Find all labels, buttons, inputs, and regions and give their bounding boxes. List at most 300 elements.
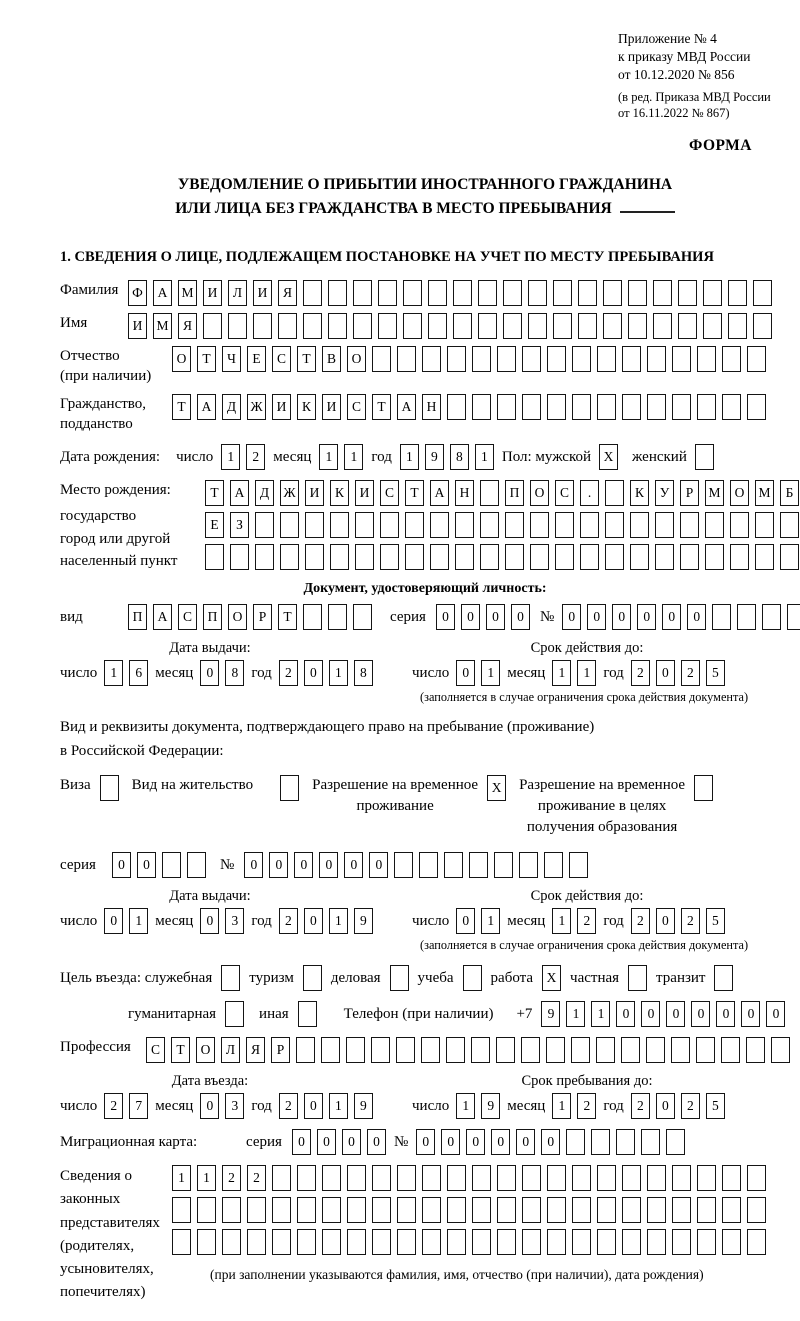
form-cell[interactable]: 2 xyxy=(104,1093,123,1119)
form-cell[interactable] xyxy=(572,1229,591,1255)
form-cell[interactable]: 7 xyxy=(129,1093,148,1119)
form-cell[interactable]: М xyxy=(755,480,774,506)
form-cell[interactable] xyxy=(205,544,224,570)
form-cell[interactable] xyxy=(469,852,488,878)
form-cell[interactable]: 9 xyxy=(541,1001,560,1027)
form-cell[interactable] xyxy=(225,1001,244,1027)
form-cell[interactable]: З xyxy=(230,512,249,538)
form-cell[interactable] xyxy=(697,394,716,420)
form-cell[interactable] xyxy=(298,1001,317,1027)
form-cell[interactable] xyxy=(655,544,674,570)
form-cell[interactable]: У xyxy=(655,480,674,506)
form-cell[interactable] xyxy=(622,1197,641,1223)
form-cell[interactable] xyxy=(328,280,347,306)
form-cell[interactable] xyxy=(455,544,474,570)
form-cell[interactable]: 0 xyxy=(200,660,219,686)
form-cell[interactable] xyxy=(728,280,747,306)
form-cell[interactable]: X xyxy=(599,444,618,470)
form-cell[interactable] xyxy=(722,1229,741,1255)
form-cell[interactable]: . xyxy=(580,480,599,506)
form-cell[interactable]: X xyxy=(542,965,561,991)
form-cell[interactable]: 9 xyxy=(354,908,373,934)
form-cell[interactable] xyxy=(353,604,372,630)
form-cell[interactable]: П xyxy=(128,604,147,630)
form-cell[interactable] xyxy=(255,512,274,538)
form-cell[interactable] xyxy=(578,280,597,306)
form-cell[interactable] xyxy=(771,1037,790,1063)
form-cell[interactable]: Е xyxy=(247,346,266,372)
form-cell[interactable]: О xyxy=(172,346,191,372)
form-cell[interactable]: Ж xyxy=(247,394,266,420)
form-cell[interactable]: 0 xyxy=(587,604,606,630)
form-cell[interactable] xyxy=(722,346,741,372)
form-cell[interactable]: 0 xyxy=(200,1093,219,1119)
form-cell[interactable] xyxy=(712,604,731,630)
form-cell[interactable]: Д xyxy=(222,394,241,420)
form-cell[interactable] xyxy=(428,313,447,339)
form-cell[interactable] xyxy=(546,1037,565,1063)
form-cell[interactable] xyxy=(597,1165,616,1191)
form-cell[interactable]: 0 xyxy=(766,1001,785,1027)
form-cell[interactable]: 1 xyxy=(566,1001,585,1027)
form-cell[interactable] xyxy=(296,1037,315,1063)
form-cell[interactable] xyxy=(522,394,541,420)
form-cell[interactable]: И xyxy=(128,313,147,339)
form-cell[interactable] xyxy=(187,852,206,878)
form-cell[interactable] xyxy=(705,544,724,570)
form-cell[interactable] xyxy=(672,1229,691,1255)
form-cell[interactable] xyxy=(591,1129,610,1155)
form-cell[interactable]: 0 xyxy=(244,852,263,878)
form-cell[interactable]: 0 xyxy=(491,1129,510,1155)
form-cell[interactable]: 2 xyxy=(246,444,265,470)
form-cell[interactable]: Ф xyxy=(128,280,147,306)
form-cell[interactable] xyxy=(519,852,538,878)
form-cell[interactable] xyxy=(480,512,499,538)
form-cell[interactable]: Л xyxy=(228,280,247,306)
form-cell[interactable] xyxy=(597,346,616,372)
form-cell[interactable] xyxy=(747,346,766,372)
form-cell[interactable] xyxy=(496,1037,515,1063)
form-cell[interactable]: А xyxy=(230,480,249,506)
form-cell[interactable]: 0 xyxy=(486,604,505,630)
form-cell[interactable] xyxy=(544,852,563,878)
form-cell[interactable] xyxy=(422,1229,441,1255)
form-cell[interactable]: С xyxy=(555,480,574,506)
form-cell[interactable] xyxy=(497,346,516,372)
form-cell[interactable] xyxy=(230,544,249,570)
form-cell[interactable]: О xyxy=(730,480,749,506)
form-cell[interactable] xyxy=(522,1229,541,1255)
form-cell[interactable] xyxy=(647,1229,666,1255)
form-cell[interactable]: Т xyxy=(171,1037,190,1063)
form-cell[interactable] xyxy=(419,852,438,878)
form-cell[interactable] xyxy=(697,1197,716,1223)
form-cell[interactable]: Р xyxy=(253,604,272,630)
form-cell[interactable] xyxy=(272,1197,291,1223)
form-cell[interactable] xyxy=(578,313,597,339)
form-cell[interactable]: 9 xyxy=(354,1093,373,1119)
form-cell[interactable]: 2 xyxy=(279,660,298,686)
form-cell[interactable] xyxy=(753,280,772,306)
form-cell[interactable] xyxy=(730,544,749,570)
form-cell[interactable]: 0 xyxy=(456,908,475,934)
form-cell[interactable] xyxy=(378,313,397,339)
form-cell[interactable] xyxy=(347,1165,366,1191)
form-cell[interactable]: Т xyxy=(172,394,191,420)
form-cell[interactable] xyxy=(253,313,272,339)
form-cell[interactable] xyxy=(405,544,424,570)
form-cell[interactable] xyxy=(597,1197,616,1223)
form-cell[interactable] xyxy=(722,394,741,420)
form-cell[interactable]: Б xyxy=(780,480,799,506)
form-cell[interactable]: Р xyxy=(271,1037,290,1063)
form-cell[interactable]: Ж xyxy=(280,480,299,506)
form-cell[interactable]: О xyxy=(347,346,366,372)
form-cell[interactable] xyxy=(547,346,566,372)
form-cell[interactable] xyxy=(555,544,574,570)
form-cell[interactable]: И xyxy=(253,280,272,306)
form-cell[interactable]: 0 xyxy=(656,908,675,934)
form-cell[interactable] xyxy=(580,544,599,570)
form-cell[interactable] xyxy=(472,1165,491,1191)
form-cell[interactable] xyxy=(197,1197,216,1223)
form-cell[interactable] xyxy=(522,1197,541,1223)
form-cell[interactable] xyxy=(372,1229,391,1255)
form-cell[interactable] xyxy=(347,1229,366,1255)
form-cell[interactable]: М xyxy=(153,313,172,339)
form-cell[interactable] xyxy=(596,1037,615,1063)
form-cell[interactable] xyxy=(572,1165,591,1191)
form-cell[interactable]: 9 xyxy=(481,1093,500,1119)
form-cell[interactable] xyxy=(755,544,774,570)
form-cell[interactable] xyxy=(622,1229,641,1255)
form-cell[interactable] xyxy=(272,1229,291,1255)
form-cell[interactable]: 2 xyxy=(577,908,596,934)
form-cell[interactable] xyxy=(478,313,497,339)
form-cell[interactable] xyxy=(162,852,181,878)
form-cell[interactable] xyxy=(646,1037,665,1063)
form-cell[interactable]: 0 xyxy=(344,852,363,878)
form-cell[interactable]: 0 xyxy=(456,660,475,686)
form-cell[interactable] xyxy=(397,1229,416,1255)
form-cell[interactable] xyxy=(478,280,497,306)
form-cell[interactable]: С xyxy=(178,604,197,630)
form-cell[interactable]: 0 xyxy=(666,1001,685,1027)
form-cell[interactable] xyxy=(547,1165,566,1191)
form-cell[interactable]: 0 xyxy=(269,852,288,878)
form-cell[interactable] xyxy=(247,1197,266,1223)
form-cell[interactable]: 1 xyxy=(481,660,500,686)
form-cell[interactable] xyxy=(680,512,699,538)
form-cell[interactable] xyxy=(497,1229,516,1255)
form-cell[interactable] xyxy=(472,346,491,372)
form-cell[interactable] xyxy=(696,1037,715,1063)
form-cell[interactable]: 1 xyxy=(591,1001,610,1027)
form-cell[interactable] xyxy=(653,313,672,339)
form-cell[interactable]: О xyxy=(228,604,247,630)
form-cell[interactable] xyxy=(480,480,499,506)
form-cell[interactable]: 2 xyxy=(681,908,700,934)
form-cell[interactable] xyxy=(672,346,691,372)
form-cell[interactable]: 1 xyxy=(400,444,419,470)
form-cell[interactable] xyxy=(647,1165,666,1191)
form-cell[interactable]: 0 xyxy=(616,1001,635,1027)
form-cell[interactable] xyxy=(203,313,222,339)
form-cell[interactable] xyxy=(572,346,591,372)
form-cell[interactable] xyxy=(305,544,324,570)
form-cell[interactable] xyxy=(566,1129,585,1155)
form-cell[interactable]: Т xyxy=(297,346,316,372)
form-cell[interactable] xyxy=(722,1197,741,1223)
form-cell[interactable]: 5 xyxy=(706,660,725,686)
form-cell[interactable]: 1 xyxy=(319,444,338,470)
form-cell[interactable]: 2 xyxy=(681,1093,700,1119)
form-cell[interactable] xyxy=(494,852,513,878)
form-cell[interactable] xyxy=(197,1229,216,1255)
form-cell[interactable]: 0 xyxy=(416,1129,435,1155)
form-cell[interactable]: 0 xyxy=(112,852,131,878)
form-cell[interactable] xyxy=(430,512,449,538)
form-cell[interactable]: Т xyxy=(405,480,424,506)
form-cell[interactable] xyxy=(471,1037,490,1063)
form-cell[interactable]: 0 xyxy=(461,604,480,630)
form-cell[interactable]: 1 xyxy=(481,908,500,934)
form-cell[interactable] xyxy=(521,1037,540,1063)
form-cell[interactable] xyxy=(372,1197,391,1223)
form-cell[interactable] xyxy=(641,1129,660,1155)
form-cell[interactable]: М xyxy=(705,480,724,506)
form-cell[interactable] xyxy=(530,544,549,570)
form-cell[interactable] xyxy=(172,1197,191,1223)
form-cell[interactable] xyxy=(737,604,756,630)
form-cell[interactable] xyxy=(353,313,372,339)
form-cell[interactable]: 8 xyxy=(354,660,373,686)
form-cell[interactable]: 0 xyxy=(716,1001,735,1027)
form-cell[interactable]: 0 xyxy=(562,604,581,630)
form-cell[interactable] xyxy=(303,965,322,991)
form-cell[interactable] xyxy=(746,1037,765,1063)
form-cell[interactable]: 0 xyxy=(292,1129,311,1155)
form-cell[interactable] xyxy=(397,1165,416,1191)
form-cell[interactable] xyxy=(666,1129,685,1155)
form-cell[interactable] xyxy=(321,1037,340,1063)
form-cell[interactable] xyxy=(622,346,641,372)
form-cell[interactable] xyxy=(747,1197,766,1223)
form-cell[interactable] xyxy=(453,313,472,339)
form-cell[interactable] xyxy=(303,280,322,306)
form-cell[interactable]: К xyxy=(630,480,649,506)
form-cell[interactable] xyxy=(714,965,733,991)
form-cell[interactable]: 5 xyxy=(706,908,725,934)
form-cell[interactable]: И xyxy=(272,394,291,420)
form-cell[interactable] xyxy=(280,544,299,570)
form-cell[interactable]: 0 xyxy=(637,604,656,630)
form-cell[interactable]: 3 xyxy=(225,908,244,934)
form-cell[interactable]: 1 xyxy=(456,1093,475,1119)
form-cell[interactable] xyxy=(622,394,641,420)
form-cell[interactable]: А xyxy=(397,394,416,420)
form-cell[interactable]: 0 xyxy=(441,1129,460,1155)
form-cell[interactable] xyxy=(605,544,624,570)
form-cell[interactable] xyxy=(447,1197,466,1223)
form-cell[interactable] xyxy=(303,604,322,630)
form-cell[interactable] xyxy=(472,1229,491,1255)
form-cell[interactable] xyxy=(680,544,699,570)
form-cell[interactable] xyxy=(553,280,572,306)
form-cell[interactable] xyxy=(497,394,516,420)
form-cell[interactable]: 0 xyxy=(691,1001,710,1027)
form-cell[interactable]: X xyxy=(487,775,506,801)
form-cell[interactable] xyxy=(703,280,722,306)
form-cell[interactable] xyxy=(405,512,424,538)
form-cell[interactable]: А xyxy=(153,280,172,306)
form-cell[interactable]: К xyxy=(297,394,316,420)
form-cell[interactable]: 0 xyxy=(304,908,323,934)
form-cell[interactable]: 2 xyxy=(631,660,650,686)
form-cell[interactable]: 8 xyxy=(225,660,244,686)
form-cell[interactable] xyxy=(628,965,647,991)
form-cell[interactable] xyxy=(678,313,697,339)
form-cell[interactable] xyxy=(603,280,622,306)
form-cell[interactable] xyxy=(305,512,324,538)
form-cell[interactable] xyxy=(655,512,674,538)
form-cell[interactable] xyxy=(597,394,616,420)
form-cell[interactable]: 0 xyxy=(137,852,156,878)
form-cell[interactable] xyxy=(703,313,722,339)
form-cell[interactable] xyxy=(396,1037,415,1063)
form-cell[interactable] xyxy=(394,852,413,878)
form-cell[interactable] xyxy=(322,1165,341,1191)
form-cell[interactable]: 0 xyxy=(369,852,388,878)
form-cell[interactable]: 0 xyxy=(317,1129,336,1155)
form-cell[interactable]: 6 xyxy=(129,660,148,686)
form-cell[interactable]: 3 xyxy=(225,1093,244,1119)
form-cell[interactable] xyxy=(695,444,714,470)
form-cell[interactable]: 1 xyxy=(329,660,348,686)
form-cell[interactable]: 2 xyxy=(279,1093,298,1119)
form-cell[interactable]: 1 xyxy=(552,660,571,686)
form-cell[interactable]: 5 xyxy=(706,1093,725,1119)
form-cell[interactable] xyxy=(372,1165,391,1191)
form-cell[interactable] xyxy=(280,512,299,538)
form-cell[interactable] xyxy=(403,280,422,306)
form-cell[interactable] xyxy=(446,1037,465,1063)
form-cell[interactable] xyxy=(447,394,466,420)
form-cell[interactable] xyxy=(322,1197,341,1223)
form-cell[interactable] xyxy=(647,394,666,420)
form-cell[interactable] xyxy=(603,313,622,339)
form-cell[interactable] xyxy=(297,1197,316,1223)
form-cell[interactable]: Я xyxy=(246,1037,265,1063)
form-cell[interactable]: Ч xyxy=(222,346,241,372)
form-cell[interactable]: С xyxy=(272,346,291,372)
form-cell[interactable]: Т xyxy=(278,604,297,630)
form-cell[interactable] xyxy=(330,544,349,570)
form-cell[interactable] xyxy=(747,1165,766,1191)
form-cell[interactable] xyxy=(530,512,549,538)
form-cell[interactable] xyxy=(503,313,522,339)
form-cell[interactable] xyxy=(694,775,713,801)
form-cell[interactable] xyxy=(630,544,649,570)
form-cell[interactable] xyxy=(621,1037,640,1063)
form-cell[interactable] xyxy=(780,544,799,570)
form-cell[interactable] xyxy=(571,1037,590,1063)
form-cell[interactable] xyxy=(453,280,472,306)
form-cell[interactable] xyxy=(547,394,566,420)
form-cell[interactable]: А xyxy=(430,480,449,506)
form-cell[interactable]: 2 xyxy=(631,1093,650,1119)
form-cell[interactable]: Н xyxy=(455,480,474,506)
form-cell[interactable] xyxy=(280,775,299,801)
form-cell[interactable]: 1 xyxy=(221,444,240,470)
form-cell[interactable]: 2 xyxy=(577,1093,596,1119)
form-cell[interactable]: М xyxy=(178,280,197,306)
form-cell[interactable]: Я xyxy=(178,313,197,339)
form-cell[interactable]: И xyxy=(322,394,341,420)
form-cell[interactable] xyxy=(372,346,391,372)
form-cell[interactable] xyxy=(428,280,447,306)
form-cell[interactable] xyxy=(616,1129,635,1155)
form-cell[interactable] xyxy=(422,1197,441,1223)
form-cell[interactable] xyxy=(647,346,666,372)
form-cell[interactable]: 0 xyxy=(516,1129,535,1155)
form-cell[interactable] xyxy=(628,280,647,306)
form-cell[interactable]: 0 xyxy=(656,1093,675,1119)
form-cell[interactable] xyxy=(328,313,347,339)
form-cell[interactable]: 0 xyxy=(541,1129,560,1155)
form-cell[interactable] xyxy=(390,965,409,991)
form-cell[interactable] xyxy=(787,604,800,630)
form-cell[interactable] xyxy=(355,544,374,570)
form-cell[interactable]: 0 xyxy=(466,1129,485,1155)
form-cell[interactable]: 0 xyxy=(304,1093,323,1119)
form-cell[interactable]: 2 xyxy=(222,1165,241,1191)
form-cell[interactable] xyxy=(672,1165,691,1191)
form-cell[interactable]: 8 xyxy=(450,444,469,470)
form-cell[interactable]: 1 xyxy=(552,1093,571,1119)
form-cell[interactable] xyxy=(422,1165,441,1191)
form-cell[interactable]: А xyxy=(197,394,216,420)
form-cell[interactable]: В xyxy=(322,346,341,372)
form-cell[interactable] xyxy=(403,313,422,339)
form-cell[interactable]: С xyxy=(146,1037,165,1063)
form-cell[interactable] xyxy=(272,1165,291,1191)
form-cell[interactable] xyxy=(222,1197,241,1223)
form-cell[interactable]: 0 xyxy=(656,660,675,686)
form-cell[interactable] xyxy=(353,280,372,306)
form-cell[interactable]: 0 xyxy=(200,908,219,934)
form-cell[interactable] xyxy=(100,775,119,801)
form-cell[interactable]: 0 xyxy=(294,852,313,878)
form-cell[interactable] xyxy=(347,1197,366,1223)
form-cell[interactable]: К xyxy=(330,480,349,506)
form-cell[interactable] xyxy=(553,313,572,339)
form-cell[interactable] xyxy=(597,1229,616,1255)
form-cell[interactable]: Т xyxy=(197,346,216,372)
form-cell[interactable] xyxy=(580,512,599,538)
form-cell[interactable]: Д xyxy=(255,480,274,506)
form-cell[interactable]: 2 xyxy=(247,1165,266,1191)
form-cell[interactable]: Н xyxy=(422,394,441,420)
form-cell[interactable] xyxy=(421,1037,440,1063)
form-cell[interactable]: 2 xyxy=(631,908,650,934)
form-cell[interactable] xyxy=(297,1229,316,1255)
form-cell[interactable]: 1 xyxy=(577,660,596,686)
form-cell[interactable]: И xyxy=(355,480,374,506)
form-cell[interactable] xyxy=(497,1165,516,1191)
form-cell[interactable] xyxy=(278,313,297,339)
